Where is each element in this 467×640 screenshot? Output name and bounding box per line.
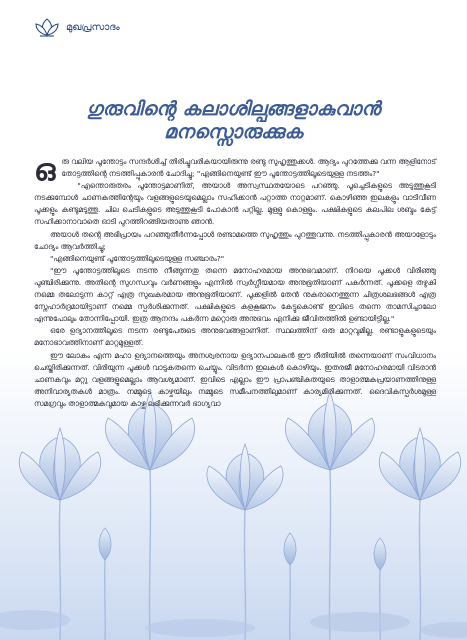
paragraph: അയാൾ തന്റെ അഭിപ്രായം പറഞ്ഞുതീർന്നപ്പോൾ രണ്ടാമത്തെ സുഹൃത്തും പുറത്തുവന്നു. നടത്തിപ്പുകാരൻ അയാളോടും ചോദ്യം ആവർത്തിച്ചു; (34, 229, 436, 251)
lotus-logo-icon (34, 17, 60, 37)
paragraph-text: രു വലിയ പൂന്തോട്ടം സന്ദർശിച്ച് തിരിച്ചുവരികയായിരുന്നു രണ്ടു സുഹൃത്തുക്കൾ. ആദ്യം പുറത്തേക്കു വന്ന ആളിനോട് തോട്ടത്തിന്റെ നടത്തിപ്പുകാരൻ ചോദിച്ചു; "എങ്ങിനെയുണ്ട് ഈ പൂന്തോട്ടത്തിലൂടെയുള്ള നടത്തം?" (61, 157, 436, 179)
article-title-line-2: മനസ്സൊരുക്കുക (164, 121, 303, 143)
paragraph: ഈ ലോകം എന്ന മഹാ ഉദ്യാനത്തെയും അനശ്വരനായ ഉദ്യാനപാലകൻ ഈ രീതിയിൽ തന്നെയാണ് സംവിധാനം ചെയ്തിരിക്കുന്നത്. വിരിയുന്ന പൂക്കൾ വാടുകതന്നെ ചെയ്യും. വിടർന്ന ഇലകൾ കൊഴിയും. ഇതരജീ മനോഹരമായി വിടരാൻ ചാണകവും മറ്റു വളങ്ങളുമെല്ലാം ആവശ്യമാണ്. ഇവിടെ എല്ലാം ഈ പ്രാപഞ്ചികതയുടെ താളാത്മകപ്രയാണത്തിനുള്ള അനിവാര്യതകൾ മാത്രം. നമ്മുടെ കാഴ്ചയിലും നമ്മുടെ സമീപനത്തിലുമാണ് കാര്യമിരിക്കുന്നത്. ദൈവികസ്പർശമുള്ള സമഗ്രവും താളാത്മകവുമായ കാഴ്ച ലഭിക്കുന്നവർ ഭാഗ്യവാ (34, 350, 436, 408)
article-body (34, 153, 436, 410)
drop-cap: ഒ (34, 153, 56, 188)
paragraph (34, 153, 436, 188)
paragraph: "എങ്ങിനെയുണ്ട് പൂന്തോട്ടത്തിലൂടെയുള്ള സഞ്ചാരം?" (50, 253, 225, 263)
article-title-line-1: ഗുരുവിന്റെ കലാശില്പങ്ങളാകുവാൻ (86, 98, 381, 120)
section-label: മുഖപ്രസാദം (66, 21, 120, 33)
paragraph: "ഈ പൂന്തോട്ടത്തിലൂടെ നടന്നു നീങ്ങുന്നതു തന്നെ മനോഹരമായ അനുഭവമാണ്. നിറയെ പൂക്കൾ വിരിഞ്ഞു പുഞ്ചിരിക്കുന്നു. അതിന്റെ സുഗന്ധവും വർണങ്ങളും എന്നിൽ സ്വർഗ്ഗീയമായ അനുഭൂതിയാണ് പകർന്നത്. പൂക്കളെ തഴുകി നമ്മെ തലോടുന്ന കാറ്റ് എത്ര സുഖകരമായ അനുഭൂതിയാണ്. പൂക്കളിൽ തേൻ നുകരാനെത്തുന്ന ചിത്രശലഭങ്ങൾ എത്ര സ്നേഹാർദ്രമായിട്ടാണ് നമ്മെ സ്പർശിക്കുന്നത്. പക്ഷികളുടെ കളകൂജനം കേട്ടുകൊണ്ട് ഇവിടെ തന്നെ താമസിച്ചാലോ എന്നുപോലും തോന്നിപ്പോയി. ഇത്ര ആനന്ദം പകർന്ന മറ്റൊരു അനുഭവം എനിക്കു ജീവിതത്തിൽ ഉണ്ടായിട്ടില്ല." (34, 265, 436, 324)
paragraph: ഒരേ ഉദ്യാനത്തിലൂടെ നടന്ന രണ്ടുപേരുടെ അനുഭവങ്ങളാണിത്. സ്ഥലത്തിന് ഒരു മാറ്റവുമില്ല. രണ്ടാളുകളുടെയും മനോഭാവത്തിനാണ് മാറ്റമുള്ളത്. (34, 326, 436, 348)
page-header (34, 15, 120, 39)
paragraph: "എന്തൊരുതരം പൂന്തോട്ടമാണിത്, അയാൾ അസ്വസ്ഥതയോടെ പറഞ്ഞു. പൂച്ചെടികളുടെ അടുത്തുകൂടി നടക്കുമ്പോൾ ചാണകത്തിന്റേയും വളങ്ങളുടെയുമെല്ലാം സഹിക്കാൻ പറ്റാത്ത നാറ്റമാണ്. കൊഴിഞ്ഞ ഇലകളും വാടിവീണ പൂക്കളും കണ്ടുമടുത്തു. ചില ചെടികളുടെ അടുത്തുകൂടി പോകാൻ പറ്റില്ല. മുള്ളു കൊള്ളും. പക്ഷികളുടെ കലപില ശബ്ദം കേട്ട് സഹിക്കാനാവാതെ ഓടി പുറത്തിറങ്ങിയതാണു ഞാൻ. (34, 181, 436, 227)
